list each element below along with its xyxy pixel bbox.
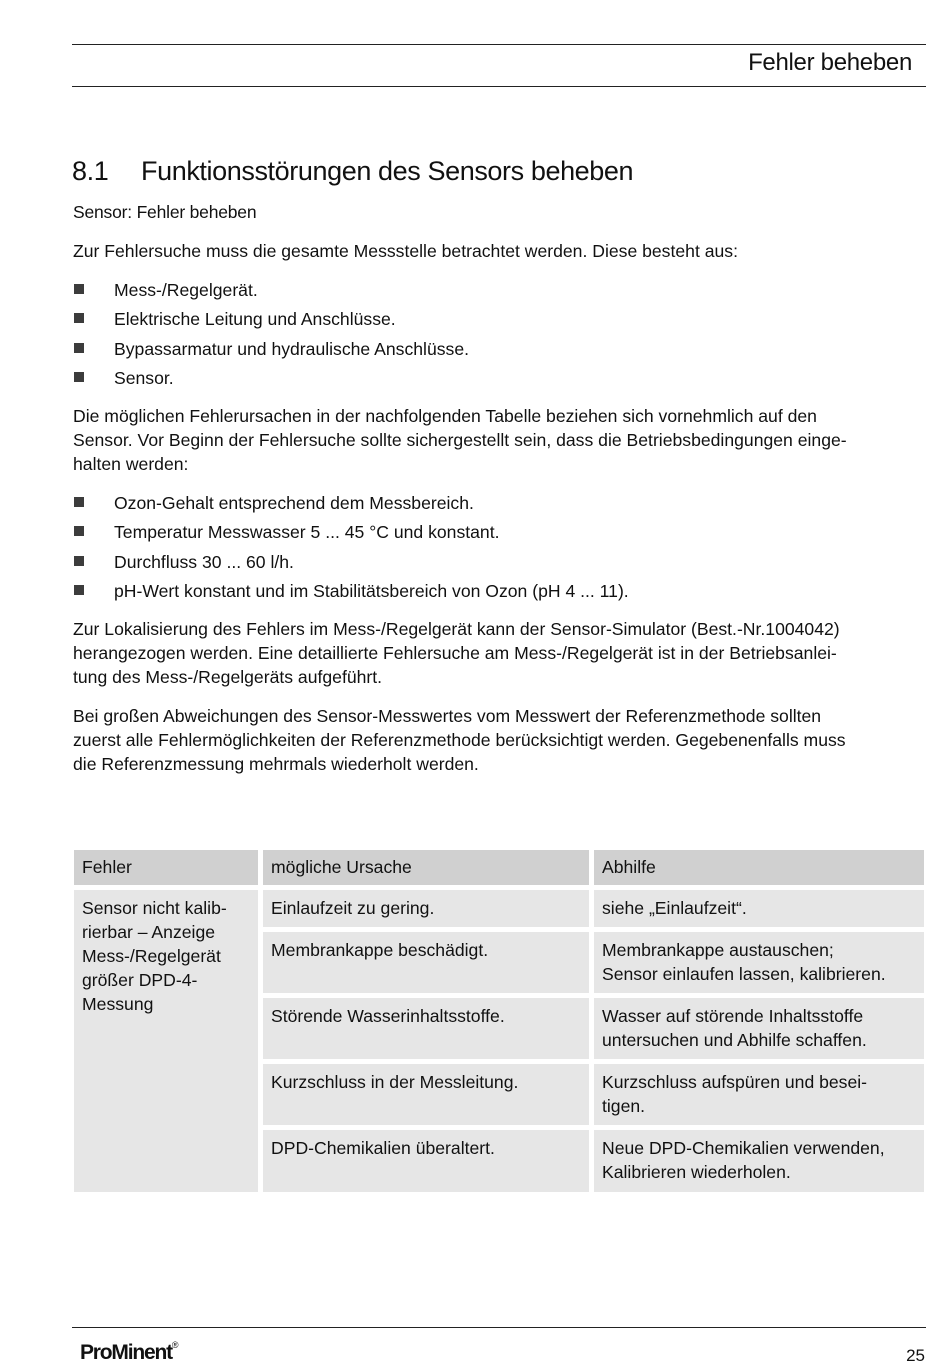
troubleshooting-table [74, 850, 924, 1192]
intro-paragraph: Zur Fehlersuche muss die gesamte Messstelle betrachtet werden. Diese besteht aus: [73, 241, 738, 261]
bullet-square-icon [74, 585, 84, 595]
list-item: Elektrische Leitung und Anschlüsse. [73, 307, 469, 336]
bullet-square-icon [74, 284, 84, 294]
bullet-square-icon [74, 372, 84, 382]
list-item: Mess-/Regelgerät. [73, 278, 469, 307]
page-number: 25 [906, 1346, 925, 1365]
column-header-abhilfe: Abhilfe [594, 850, 924, 890]
bullet-square-icon [74, 497, 84, 507]
bullet-square-icon [74, 556, 84, 566]
prominent-logo: ProMinent® [80, 1340, 179, 1364]
remedy-cell: Membrankappe austauschen; Sensor einlaufen lassen, kalibrieren. [594, 932, 924, 998]
list-item: pH-Wert konstant und im Stabilitätsbereich von Ozon (pH 4 ... 11). [73, 579, 629, 608]
cause-cell: Kurzschluss in der Messleitung. [263, 1064, 594, 1130]
remedy-cell: Kurzschluss aufspüren und besei- tigen. [594, 1064, 924, 1130]
bullet-square-icon [74, 343, 84, 353]
bullet-square-icon [74, 526, 84, 536]
reference-paragraph: Bei großen Abweichungen des Sensor-Messwertes vom Messwert der Referenzmethode sollten zuerst alle Fehlermöglichkeiten der Referenzmethode berücksichtigt werden. Gegebenenfalls muss die Referenzmessung mehrmals wiederholt werden. [73, 706, 846, 775]
page-header-title: Fehler beheben [748, 49, 912, 76]
conditions-intro-paragraph: Die möglichen Fehlerursachen in der nachfolgenden Tabelle beziehen sich vornehmlich auf den Sensor. Vor Beginn der Fehlersuche sollte sichergestellt sein, dass die Betriebsbedingungen einge- halten werden: [73, 406, 847, 475]
subheading: Sensor: Fehler beheben [73, 202, 257, 222]
registered-mark: ® [171, 1340, 179, 1350]
header-bottom-rule [72, 86, 926, 87]
cause-cell: DPD-Chemikalien überaltert. [263, 1130, 594, 1192]
section-title: Funktionsstörungen des Sensors beheben [141, 156, 634, 186]
list-item: Durchfluss 30 ... 60 l/h. [73, 550, 629, 579]
section-number: 8.1 [72, 156, 109, 186]
cause-cell: Einlaufzeit zu gering. [263, 890, 594, 932]
simulator-paragraph: Zur Lokalisierung des Fehlers im Mess-/Regelgerät kann der Sensor-Simulator (Best.-Nr.1004042) herangezogen werden. Eine detaillierte Fehlersuche am Mess-/Regelgerät ist in der Betriebsanlei- tung des Mess-/Regelgeräts aufgeführt. [73, 619, 840, 688]
column-header-ursache: mögliche Ursache [263, 850, 594, 890]
footer-rule [72, 1327, 926, 1328]
remedy-cell: Wasser auf störende Inhaltsstoffe untersuchen und Abhilfe schaffen. [594, 998, 924, 1064]
remedy-cell: siehe „Einlaufzeit“. [594, 890, 924, 932]
column-header-fehler: Fehler [74, 850, 263, 890]
table-row [74, 890, 924, 932]
cause-cell: Membrankappe beschädigt. [263, 932, 594, 998]
header-top-rule [72, 44, 926, 45]
components-list [73, 278, 469, 395]
list-item: Bypassarmatur und hydraulische Anschlüsse. [73, 337, 469, 366]
list-item: Temperatur Messwasser 5 ... 45 °C und konstant. [73, 520, 629, 549]
list-item: Ozon-Gehalt entsprechend dem Messbereich. [73, 491, 629, 520]
table-header-row [74, 850, 924, 890]
section-heading [72, 156, 633, 187]
remedy-cell: Neue DPD-Chemikalien verwenden, Kalibrieren wiederholen. [594, 1130, 924, 1192]
conditions-list [73, 491, 629, 608]
list-item: Sensor. [73, 366, 469, 395]
bullet-square-icon [74, 313, 84, 323]
fehler-cell: Sensor nicht kalib- rierbar – Anzeige Mess-/Regelgerät größer DPD-4- Messung [74, 890, 263, 1192]
cause-cell: Störende Wasserinhaltsstoffe. [263, 998, 594, 1064]
